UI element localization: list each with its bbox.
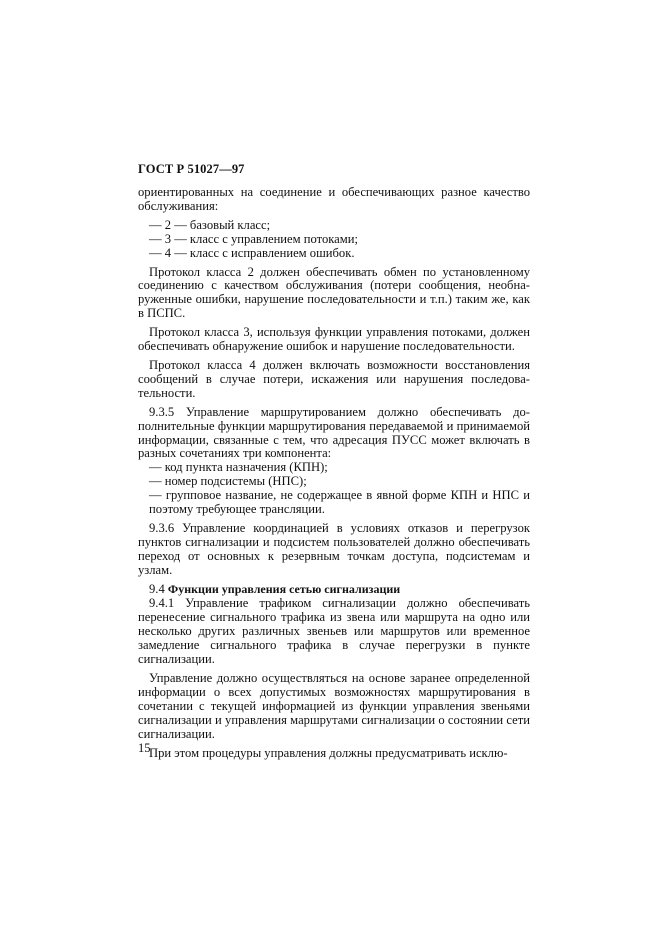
page-number: 15 — [138, 741, 151, 755]
list-item: — код пункта назначения (КПН); — [149, 460, 328, 475]
paragraph-3: Протокол класса 3, используя функции управления потоками, должен обеспечивать обнаружение ошибок и нарушение последовательности. — [138, 325, 530, 354]
list-item: — 2 — базовый класс; — [149, 217, 271, 232]
list-item: — 4 — класс с исправлением ошибок. — [149, 245, 355, 260]
list-item: — 3 — класс с управлением потоками; — [149, 231, 358, 246]
paragraph-1: ориентированных на соединение и обеспечивающих разное качество обслуживания: — [138, 185, 530, 213]
list-item: — групповое название, не содержащее в явной форме КПН и НПС и поэтому требующее трансляции. — [149, 488, 530, 517]
section-heading — [138, 583, 530, 597]
address-component-list — [138, 461, 530, 517]
paragraph-8: Управление должно осуществляться на основе заранее определенной информации о всех допустимых возможностях маршрутирования в сочетании с текущей информацией из функции управления звеньями сигнализации и управления маршрутами сигнализации о состоянии сети сигнализации. — [138, 671, 530, 741]
standard-header: ГОСТ Р 51027—97 — [138, 162, 245, 176]
class-list — [138, 219, 530, 261]
paragraph-7: 9.4.1 Управление трафиком сигнализации должно обеспечивать перенесение сигнального трафика из звена или маршрута на одно или несколько других различных звеньев или маршрутов или временное замедление сигнального трафика в случае перегрузки в пункте сигнализации. — [138, 596, 530, 667]
paragraph-5: 9.3.5 Управление маршрутированием должно обеспечивать дополнительные функции маршрутирования передаваемой и принимаемой информации, связанные с тем, что адресация ПУСС может включать в разных сочетаниях три компонента: — [138, 404, 530, 461]
list-item: — номер подсистемы (НПС); — [149, 474, 307, 489]
body-text — [138, 186, 530, 765]
paragraph-2: Протокол класса 2 должен обеспечивать обмен по установленному соединению с качеством обслуживания (потери сообщения, необнаруженные ошибки, нарушение последовательности и т.п.) таким же, как в ПСПС. — [138, 264, 530, 321]
section-number: 9.4 — [149, 581, 165, 596]
paragraph-4: Протокол класса 4 должен включать возможности восстановления сообщений в случае потери, искажения или нарушения последовательности. — [138, 357, 530, 400]
section-title: Функции управления сетью сигнализации — [167, 581, 401, 596]
paragraph-6: 9.3.6 Управление координацией в условиях отказов и перегрузок пунктов сигнализации и подсистем пользователей должно обеспечивать переход от основных к резервным точкам доступа, подсистемам и узлам. — [138, 520, 530, 577]
paragraph-9: При этом процедуры управления должны предусматривать исклю- — [149, 745, 508, 760]
